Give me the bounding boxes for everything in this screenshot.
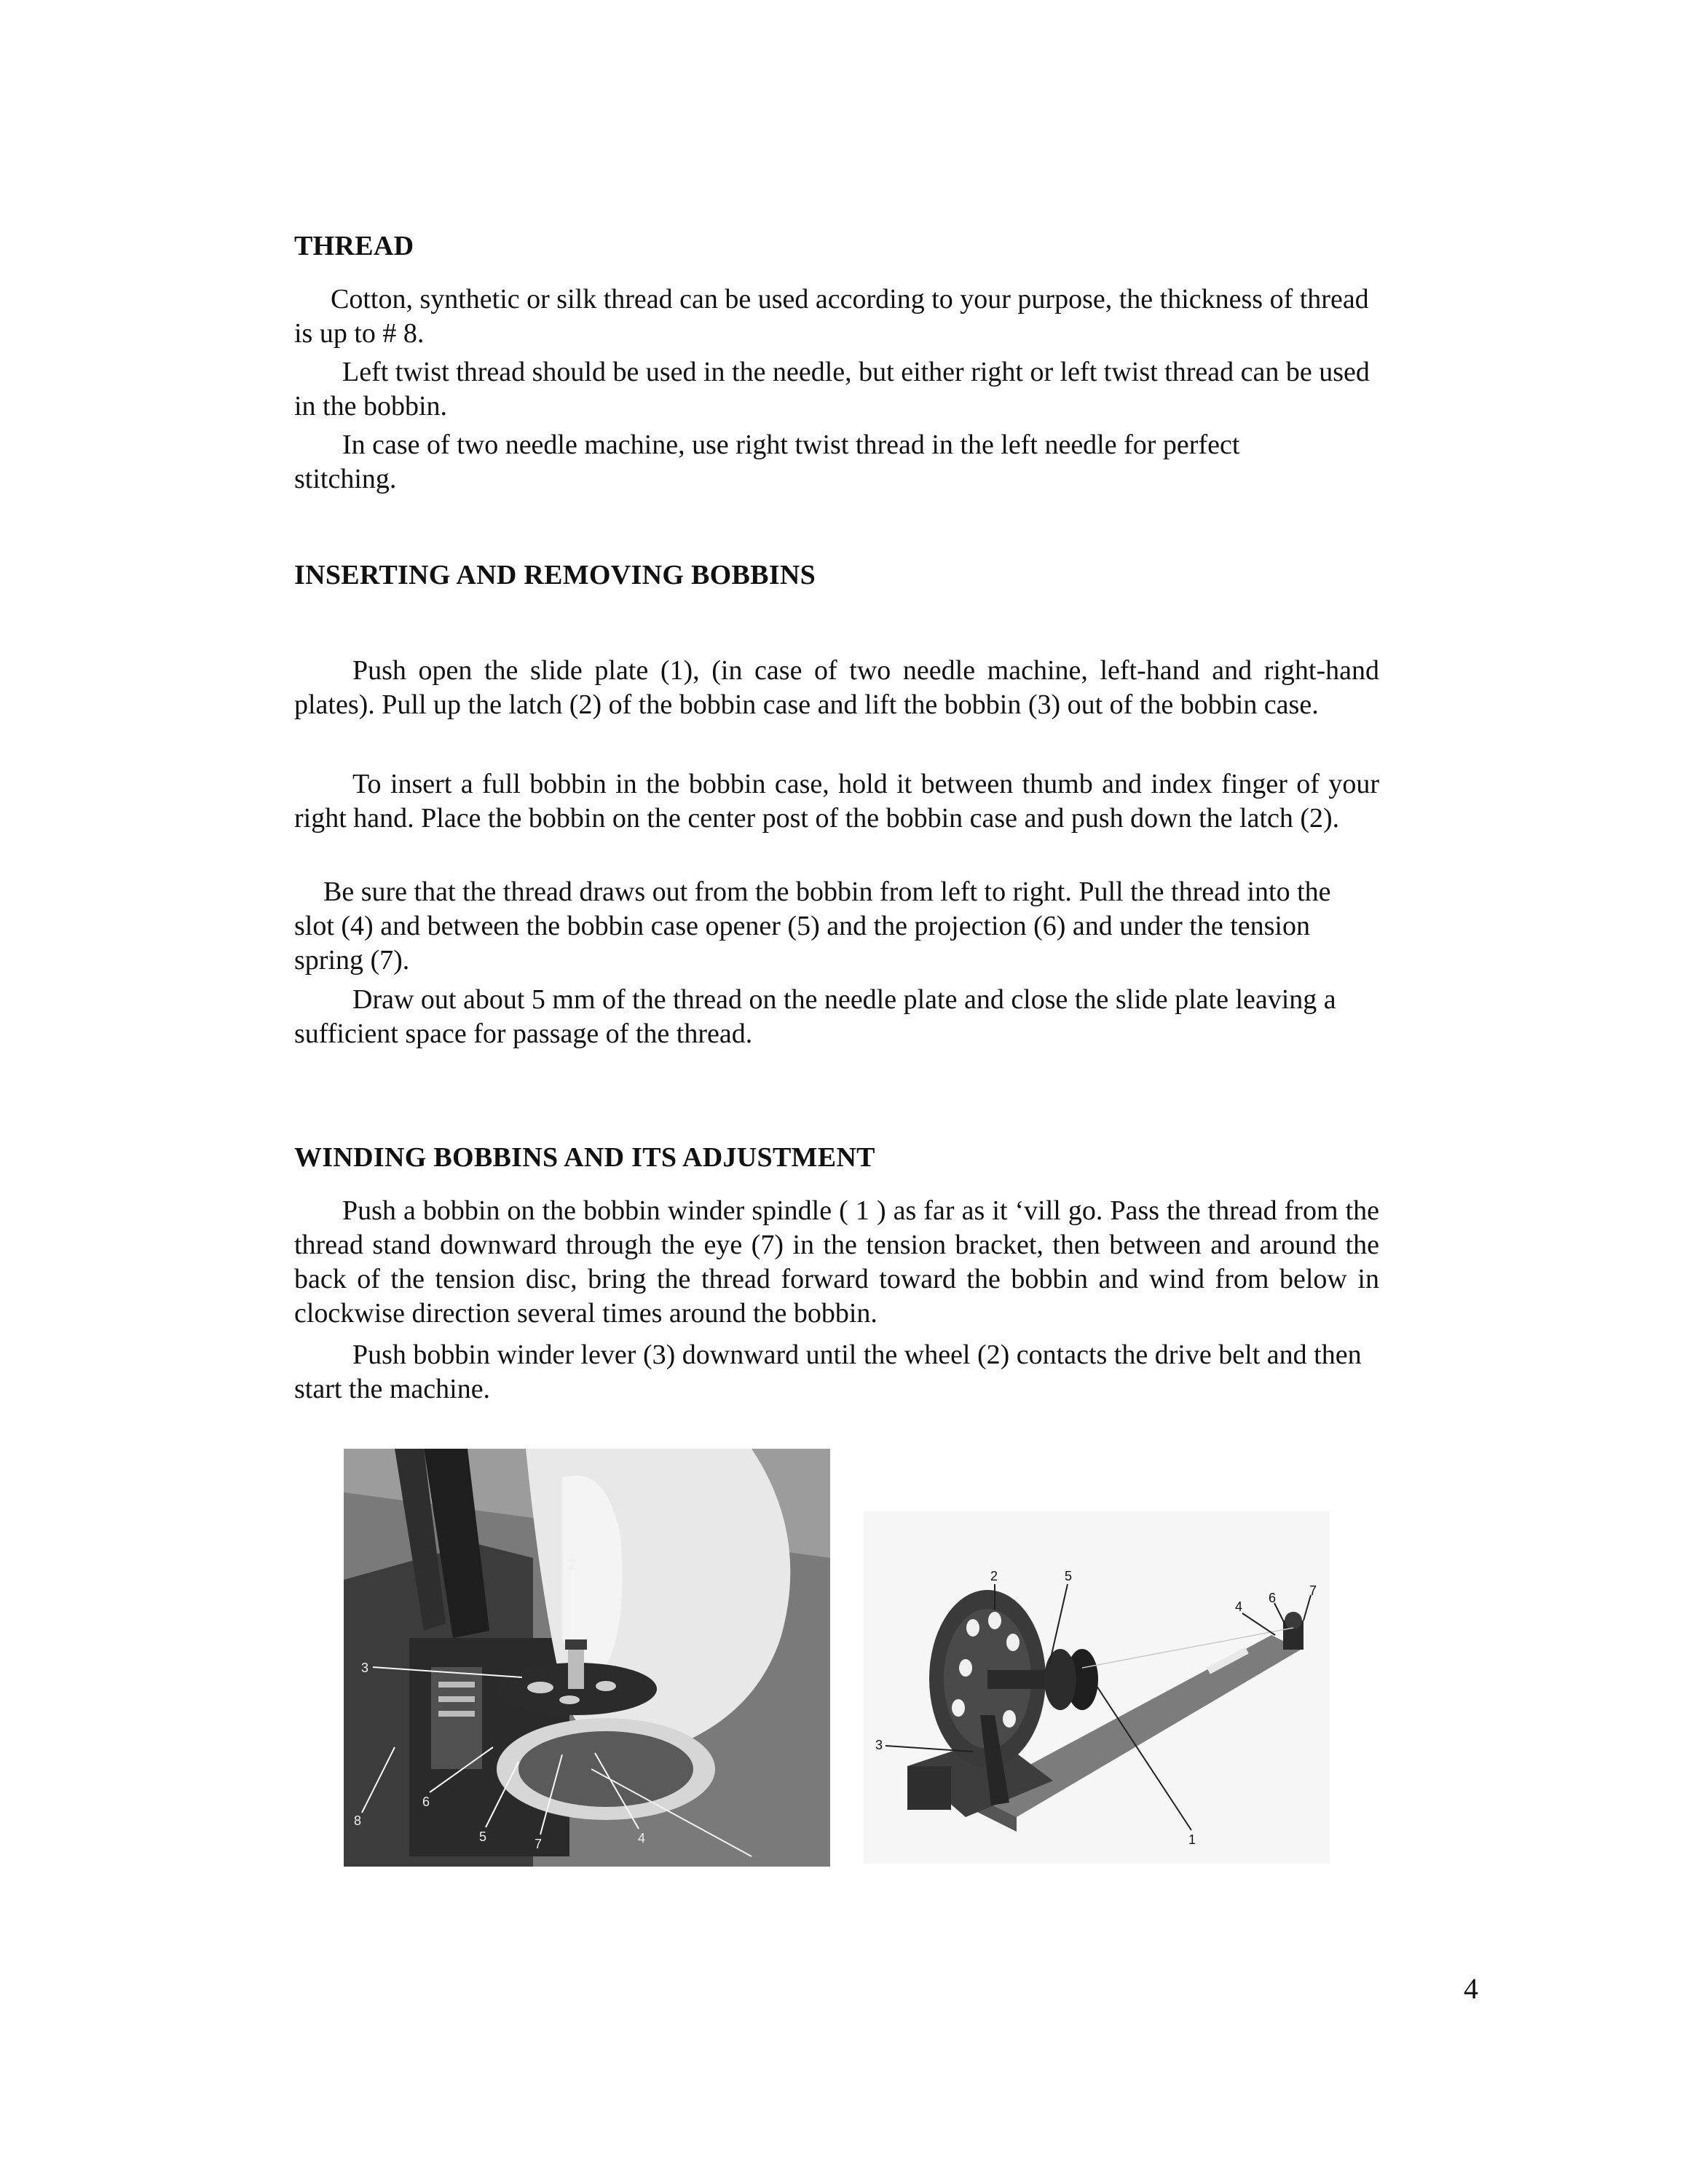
- callout-spring-7: 7: [535, 1837, 543, 1851]
- bobbin-winder-illustration: [864, 1511, 1330, 1864]
- inserting-paragraph-4: Draw out about 5 mm of the thread on the needle plate and close the slide plate leaving a sufficient space for passage of the thread.: [294, 984, 1336, 1049]
- callout-lever-3: 3: [875, 1738, 883, 1752]
- winding-paragraph-2: Push bobbin winder lever (3) downward until the wheel (2) contacts the drive belt and then start the machine.: [294, 1340, 1362, 1404]
- thread-paragraph-1: Cotton, synthetic or silk thread can be used according to your purpose, the thickness of thread is up to # 8.: [294, 284, 1369, 349]
- thread-paragraph-2: Left twist thread should be used in the needle, but either right or left twist thread can be used in the bobbin.: [294, 357, 1370, 422]
- callout-spindle-1: 1: [1188, 1832, 1196, 1847]
- callout-projection-6: 6: [422, 1795, 430, 1809]
- bobbin-case-illustration: [344, 1449, 830, 1867]
- winding-paragraph-1: Push a bobbin on the bobbin winder spindle ( 1 ) as far as it ‘vill go. Pass the thread from the thread stand downward through the eye (7) in the tension bracket, then between and around the back of the tension disc, bring the thread forward toward the bobbin and wind from below in clockwise direction several times around the bobbin.: [294, 1195, 1379, 1329]
- callout-4: 4: [1235, 1599, 1243, 1614]
- inserting-paragraph-2: To insert a full bobbin in the bobbin case, hold it between thumb and index finger of your right hand. Place the bobbin on the center post of the bobbin case and push down the latch (2).: [294, 769, 1379, 834]
- thread-paragraph-3: In case of two needle machine, use right twist thread in the left needle for perfect stitching.: [294, 430, 1240, 494]
- page-number: 4: [1464, 1972, 1478, 2005]
- callout-opener-5: 5: [479, 1829, 487, 1844]
- callout-slot-4: 4: [638, 1831, 646, 1845]
- callout-6: 6: [1269, 1591, 1277, 1605]
- callout-latch-2: 2: [568, 1557, 576, 1572]
- heading-winding-bobbins: WINDING BOBBINS AND ITS ADJUSTMENT: [294, 1142, 875, 1173]
- inserting-paragraph-1: Push open the slide plate (1), (in case of two needle machine, left-hand and right-hand plates). Pull up the latch (2) of the bobbin case and lift the bobbin (3) out of the bobbin case.: [294, 655, 1379, 720]
- callout-wheel-2: 2: [990, 1569, 998, 1583]
- heading-inserting-removing-bobbins: INSERTING AND REMOVING BOBBINS: [294, 560, 816, 590]
- inserting-paragraph-3: Be sure that the thread draws out from the bobbin from left to right. Pull the thread into the slot (4) and between the bobbin case opener (5) and the projection (6) and under the tension spring (7).: [294, 877, 1331, 976]
- bobbin-winder-photo: [864, 1511, 1330, 1864]
- bobbin-case-photo: [344, 1449, 830, 1867]
- callout-5: 5: [1065, 1569, 1073, 1583]
- callout-8: 8: [354, 1813, 362, 1828]
- callout-bobbin-3: 3: [361, 1661, 369, 1675]
- callout-eye-7: 7: [1309, 1583, 1317, 1598]
- heading-thread: THREAD: [294, 231, 414, 261]
